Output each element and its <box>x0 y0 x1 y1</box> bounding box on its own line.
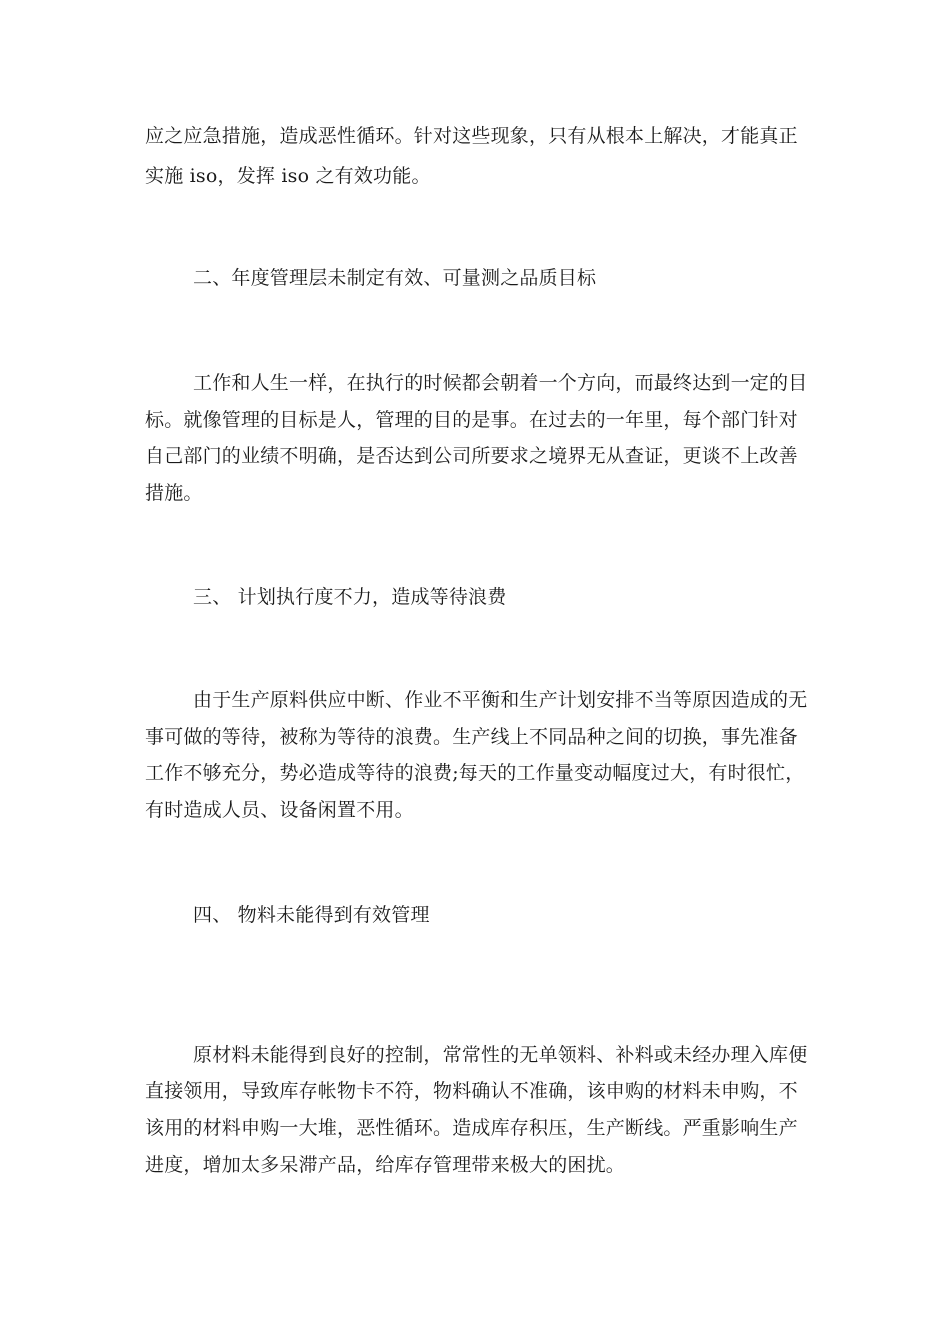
paragraph-line: 工作不够充分，势必造成等待的浪费;每天的工作量变动幅度过大，有时很忙， <box>145 762 805 784</box>
paragraph-line: 工作和人生一样，在执行的时候都会朝着一个方向，而最终达到一定的目 <box>193 372 808 394</box>
paragraph-line: 直接领用，导致库存帐物卡不符，物料确认不准确，该申购的材料未申购，不 <box>145 1080 798 1102</box>
paragraph-line: 事可做的等待，被称为等待的浪费。生产线上不同品种之间的切换，事先准备 <box>145 726 798 748</box>
paragraph-line: 由于生产原料供应中断、作业不平衡和生产计划安排不当等原因造成的无 <box>193 689 808 711</box>
paragraph-line: 有时造成人员、设备闲置不用。 <box>145 799 414 821</box>
paragraph-line: 标。就像管理的目标是人，管理的目的是事。在过去的一年里，每个部门针对 <box>145 409 798 431</box>
paragraph-line: 实施 iso，发挥 iso 之有效功能。 <box>145 165 431 187</box>
section-heading-3: 三、 计划执行度不力，造成等待浪费 <box>193 586 507 608</box>
section-heading-2: 二、年度管理层未制定有效、可量测之品质目标 <box>193 267 597 289</box>
paragraph-line: 措施。 <box>145 482 203 504</box>
paragraph-line: 自己部门的业绩不明确，是否达到公司所要求之境界无从查证，更谈不上改善 <box>145 445 798 467</box>
paragraph-line: 应之应急措施，造成恶性循环。针对这些现象，只有从根本上解决，才能真正 <box>145 125 798 147</box>
paragraph-line: 该用的材料申购一大堆，恶性循环。造成库存积压，生产断线。严重影响生产 <box>145 1117 798 1139</box>
paragraph-line: 原材料未能得到良好的控制，常常性的无单领料、补料或未经办理入库便 <box>193 1044 808 1066</box>
paragraph-line: 进度，增加太多呆滞产品，给库存管理带来极大的困扰。 <box>145 1154 626 1176</box>
section-heading-4: 四、 物料未能得到有效管理 <box>193 904 430 926</box>
